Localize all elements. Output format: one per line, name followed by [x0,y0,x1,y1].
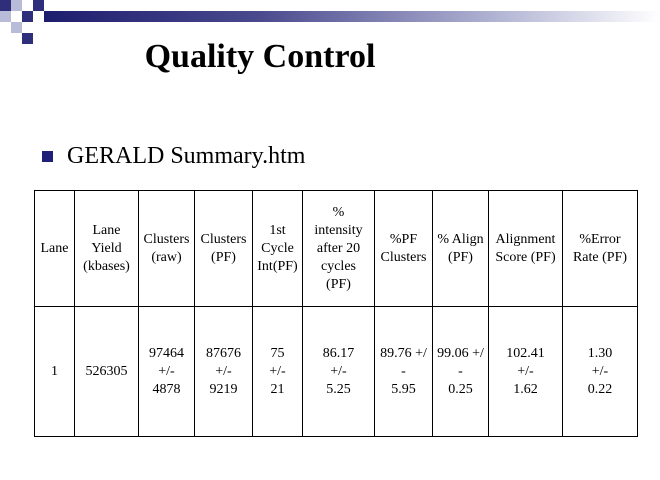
table-header-row [35,191,638,307]
table-cell: 1.30 +/- 0.22 [563,307,638,437]
table-cell: 86.17 +/- 5.25 [303,307,375,437]
corner-square [0,0,11,11]
header-cell-align: % Align (PF) [433,191,489,307]
slide-title: Quality Control [144,38,376,75]
header-cell-error-rate: %Error Rate (PF) [563,191,638,307]
header-cell-clusters-pf: Clusters (PF) [195,191,253,307]
table-cell: 102.41 +/- 1.62 [489,307,563,437]
header-cell-lane: Lane [35,191,75,307]
corner-square [0,11,11,22]
table-cell: 526305 [75,307,139,437]
table-cell: 99.06 +/ - 0.25 [433,307,489,437]
header-cell-clusters-raw: Clusters (raw) [139,191,195,307]
bullet-item [42,143,305,169]
table-cell: 89.76 +/ - 5.95 [375,307,433,437]
header-cell-intensity-20-cycles: % intensity after 20 cycles (PF) [303,191,375,307]
header-cell-lane-yield: Lane Yield (kbases) [75,191,139,307]
table-cell: 87676 +/- 9219 [195,307,253,437]
bullet-text: GERALD Summary.htm [67,142,306,169]
corner-square [11,0,22,11]
corner-square [22,11,33,22]
bullet-square-icon [42,151,53,162]
header-gradient-bar [44,11,660,22]
table-cell: 97464 +/- 4878 [139,307,195,437]
table-cell: 1 [35,307,75,437]
corner-square [11,22,22,33]
gerald-summary-table [34,190,638,437]
corner-square [33,0,44,11]
header-cell-alignment-score: Alignment Score (PF) [489,191,563,307]
header-cell-pf-clusters: %PF Clusters [375,191,433,307]
header-cell-first-cycle-int: 1st Cycle Int(PF) [253,191,303,307]
table-row [35,307,638,437]
table-cell: 75 +/- 21 [253,307,303,437]
